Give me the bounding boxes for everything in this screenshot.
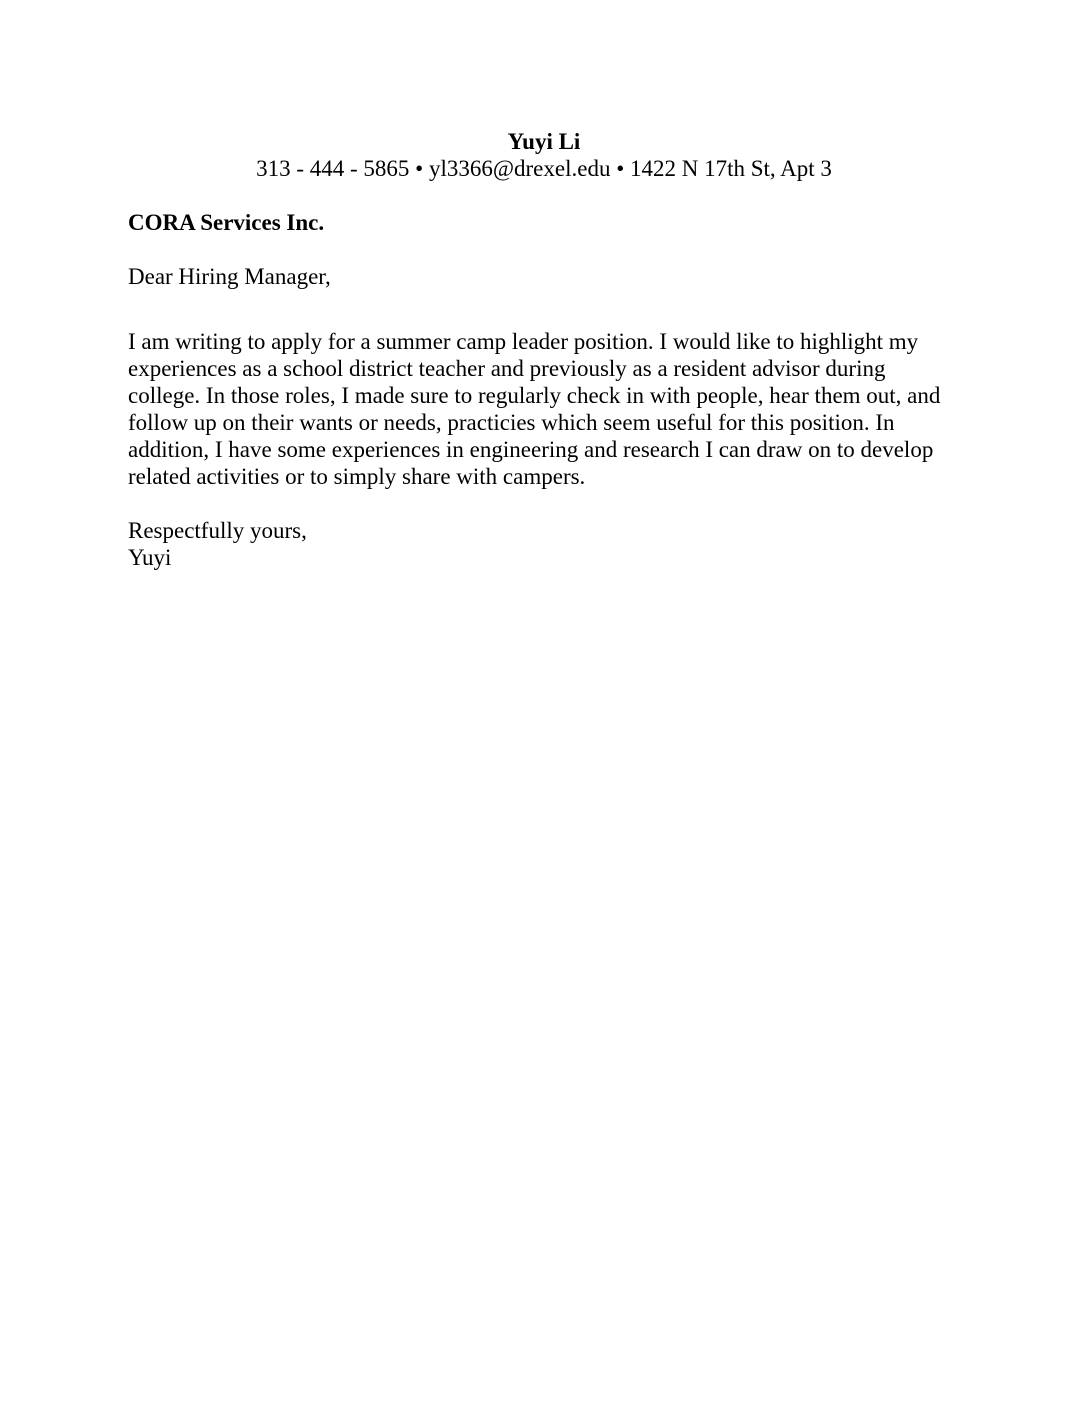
- recipient-name: CORA Services Inc.: [128, 210, 325, 235]
- sender-name: Yuyi Li: [507, 129, 581, 154]
- letter-body: [128, 209, 948, 571]
- closing-block: [128, 517, 948, 571]
- salutation: Dear Hiring Manager,: [128, 264, 331, 289]
- letter-header: [0, 128, 1088, 182]
- body-paragraph: I am writing to apply for a summer camp leader position. I would like to highlight my experiences as a school district teacher and previously as a resident advisor during college. In those roles, I made sure to regularly check in with people, hear them out, and follow up on their wants or needs, practicies which seem useful for this position. In addition, I have some experiences in engineering and research I can draw on to develop related activities or to simply share with campers.: [128, 329, 941, 489]
- closing: Respectfully yours,: [128, 518, 307, 543]
- signature: Yuyi: [128, 545, 172, 570]
- contact-line: 313 - 444 - 5865 • yl3366@drexel.edu • 1422 N 17th St, Apt 3: [256, 156, 832, 181]
